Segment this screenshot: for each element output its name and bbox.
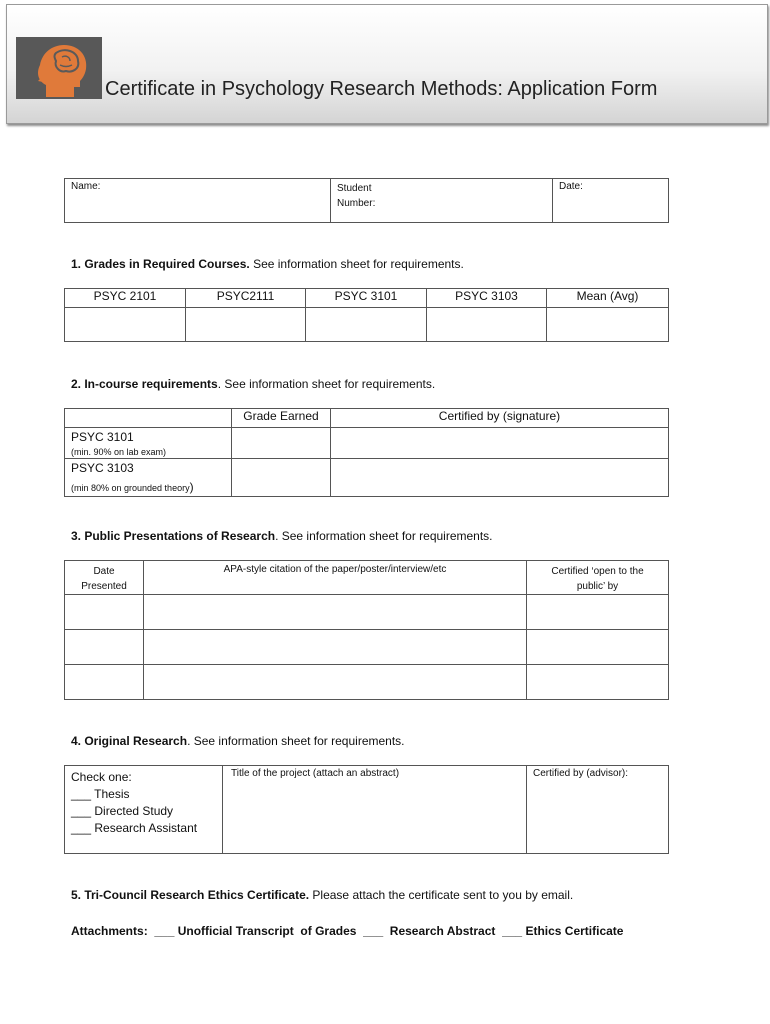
grades-col-2: PSYC2111 — [186, 289, 306, 308]
attachments-sep2: ___ — [495, 924, 526, 938]
attachments-label: Attachments — [71, 924, 144, 938]
check-one-label: Check one: — [71, 770, 132, 784]
section4-title: 4. Original Research — [71, 734, 188, 748]
course-row-1 — [65, 428, 232, 459]
grade-earned-2[interactable] — [232, 459, 331, 497]
section1-heading — [71, 257, 464, 271]
advisor-cert-field[interactable] — [527, 766, 669, 854]
certified-open-header — [527, 561, 669, 595]
presentations-table — [64, 560, 669, 700]
grades-table — [64, 288, 669, 342]
presentation-cert-3[interactable] — [527, 665, 669, 700]
grade-input-2[interactable] — [186, 308, 306, 342]
grades-col-3: PSYC 3101 — [306, 289, 427, 308]
certified-by-2[interactable] — [331, 459, 669, 497]
attachment-ethics[interactable]: Ethics Certificate — [525, 924, 624, 938]
presentation-citation-2[interactable] — [144, 630, 527, 665]
student-number-field[interactable] — [331, 179, 553, 223]
presentation-date-2[interactable] — [65, 630, 144, 665]
head-profile-logo — [16, 37, 102, 99]
option-thesis[interactable]: ___ Thesis — [71, 787, 130, 801]
course-2-requirement: (min 80% on grounded theory — [71, 483, 190, 493]
section4-heading — [71, 734, 405, 748]
presentation-cert-1[interactable] — [527, 595, 669, 630]
section1-note: See information sheet for requirements. — [253, 257, 464, 271]
grade-earned-header: Grade Earned — [232, 409, 331, 428]
original-research-table — [64, 765, 669, 854]
attachment-abstract[interactable]: Research Abstract — [389, 924, 496, 938]
grades-col-4: PSYC 3103 — [427, 289, 547, 308]
section1-title: 1. Grades in Required Courses. — [71, 257, 250, 271]
grade-input-4[interactable] — [427, 308, 547, 342]
student-label-line1: Student — [337, 183, 372, 194]
course-row-2 — [65, 459, 232, 497]
course-2-name: PSYC 3103 — [71, 461, 134, 475]
project-title-field[interactable] — [223, 766, 527, 854]
page-title: Certificate in Psychology Research Methods: Application Form — [105, 78, 658, 100]
section2-note: . See information sheet for requirements. — [217, 377, 436, 391]
option-directed-study[interactable]: ___ Directed Study — [71, 804, 174, 818]
date-label: Date: — [559, 181, 583, 192]
section2-title: 2. In-course requirements — [71, 377, 218, 391]
grades-col-5: Mean (Avg) — [547, 289, 669, 308]
section5-heading — [71, 888, 573, 902]
presentation-cert-2[interactable] — [527, 630, 669, 665]
section2-heading — [71, 377, 435, 391]
grade-input-mean[interactable] — [547, 308, 669, 342]
date-field[interactable] — [553, 179, 669, 223]
course-1-name: PSYC 3101 — [71, 430, 134, 444]
project-title-label: Title of the project (attach an abstract) — [231, 768, 400, 779]
grades-col-1: PSYC 2101 — [65, 289, 186, 308]
certified-signature-header: Certified by (signature) — [331, 409, 669, 428]
citation-header: APA-style citation of the paper/poster/interview/etc — [144, 561, 527, 595]
presentation-citation-1[interactable] — [144, 595, 527, 630]
section3-heading — [71, 529, 493, 543]
course-2-requirement-close: ) — [189, 480, 194, 494]
date-presented-header — [65, 561, 144, 595]
form-header — [6, 4, 768, 124]
date-header-line1: Date — [93, 566, 115, 577]
section3-title: 3. Public Presentations of Research — [71, 529, 276, 543]
attachments-line — [71, 924, 623, 938]
in-course-table — [64, 408, 669, 497]
option-research-assistant[interactable]: ___ Research Assistant — [71, 821, 198, 835]
advisor-cert-label: Certified by (advisor): — [533, 768, 629, 779]
student-label-line2: Number: — [337, 198, 376, 209]
course-1-requirement: (min. 90% on lab exam) — [71, 447, 167, 457]
attachment-transcript[interactable]: Unofficial Transcript of Grades — [177, 924, 357, 938]
grade-input-1[interactable] — [65, 308, 186, 342]
presentation-citation-3[interactable] — [144, 665, 527, 700]
section5-note: Please attach the certificate sent to you by email. — [309, 888, 574, 902]
cert-header-line2: public’ by — [576, 581, 619, 592]
presentation-date-3[interactable] — [65, 665, 144, 700]
presentation-date-1[interactable] — [65, 595, 144, 630]
name-label: Name: — [71, 181, 101, 192]
personal-info-table — [64, 178, 669, 223]
grade-earned-1[interactable] — [232, 428, 331, 459]
section4-note: . See information sheet for requirements. — [187, 734, 405, 748]
section5-title: 5. Tri-Council Research Ethics Certificate. — [71, 888, 310, 902]
date-header-line2: Presented — [81, 581, 127, 592]
check-one-cell — [65, 766, 223, 854]
attachments-colon: : ___ — [143, 924, 178, 938]
grade-input-3[interactable] — [306, 308, 427, 342]
cert-header-line1: Certified ‘open to the — [551, 566, 644, 577]
section3-note: . See information sheet for requirements. — [275, 529, 493, 543]
name-field[interactable] — [65, 179, 331, 223]
certified-by-1[interactable] — [331, 428, 669, 459]
attachments-sep1: ___ — [356, 924, 390, 938]
